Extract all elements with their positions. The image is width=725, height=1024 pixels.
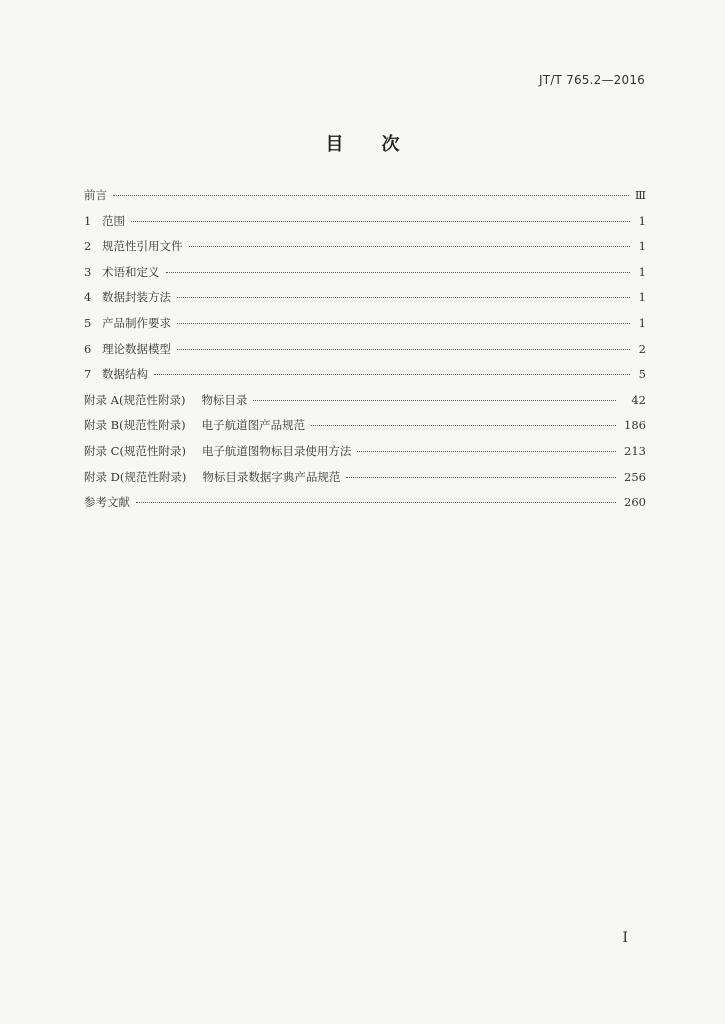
page-title [0, 130, 725, 156]
toc-entry-page: 213 [624, 443, 646, 458]
toc-entry-page: Ⅲ [634, 188, 646, 202]
toc-entry-page: 1 [638, 290, 646, 305]
appendix-label: 附录 A(规范性附录) [84, 392, 186, 407]
toc-entry-page: 42 [631, 392, 646, 407]
appendix-title: 电子航道图产品规范 [201, 418, 306, 433]
dot-leader [311, 425, 616, 426]
toc-entry-number: 4 [84, 290, 92, 305]
dot-leader [113, 195, 629, 196]
toc-entry-number: 6 [84, 341, 92, 356]
appendix-title: 物标目录 [201, 392, 248, 407]
toc-entry-data-model[interactable] [84, 341, 646, 367]
toc-entry-appendix-d[interactable] [84, 469, 646, 495]
toc-entry-number: 7 [84, 367, 92, 382]
toc-entry-appendix-a[interactable] [84, 392, 646, 418]
appendix-title: 物标目录数据字典产品规范 [202, 469, 341, 484]
dot-leader [177, 297, 630, 298]
toc-entry-normative-references[interactable] [84, 238, 646, 264]
dot-leader [131, 221, 630, 222]
toc-entry-label: 参考文献 [84, 495, 130, 510]
toc-entry-page: 186 [624, 418, 646, 433]
toc-entry-page: 260 [624, 495, 646, 510]
toc-entry-page: 1 [638, 264, 646, 279]
dot-leader [346, 477, 616, 478]
table-of-contents [84, 187, 646, 520]
toc-entry-data-structure[interactable] [84, 366, 646, 392]
dot-leader [166, 272, 631, 273]
toc-entry-page: 1 [638, 239, 646, 254]
toc-entry-appendix-b[interactable] [84, 417, 646, 443]
toc-entry-label: 范围 [102, 213, 125, 228]
toc-entry-number: 1 [84, 213, 92, 228]
toc-entry-label: 产品制作要求 [102, 315, 171, 330]
toc-entry-label: 数据结构 [102, 367, 148, 382]
appendix-label: 附录 D(规范性附录) [84, 469, 187, 484]
dot-leader [154, 374, 630, 375]
dot-leader [177, 349, 630, 350]
toc-entry-number: 2 [84, 239, 92, 254]
appendix-label: 附录 C(规范性附录) [84, 443, 186, 458]
dot-leader [189, 246, 631, 247]
toc-entry-label: 前言 [84, 188, 107, 202]
page-number: I [622, 930, 628, 946]
toc-entry-page: 256 [624, 469, 646, 484]
title-char-2: 次 [381, 134, 400, 155]
toc-entry-page: 1 [638, 213, 646, 228]
dot-leader [136, 502, 616, 503]
appendix-label: 附录 B(规范性附录) [84, 418, 186, 433]
toc-entry-page: 2 [638, 341, 646, 356]
toc-entry-number: 5 [84, 315, 92, 330]
dot-leader [253, 400, 616, 401]
toc-entry-page: 5 [638, 367, 646, 382]
title-char-1: 目 [325, 134, 344, 155]
dot-leader [357, 451, 616, 452]
toc-entry-label: 理论数据模型 [102, 341, 171, 356]
toc-entry-references[interactable] [84, 494, 646, 520]
toc-entry-page: 1 [638, 315, 646, 330]
toc-entry-scope[interactable] [84, 213, 646, 239]
toc-entry-label: 术语和定义 [102, 264, 160, 279]
toc-entry-label: 数据封装方法 [102, 290, 171, 305]
toc-entry-number: 3 [84, 264, 92, 279]
toc-entry-label: 规范性引用文件 [102, 239, 183, 254]
dot-leader [177, 323, 630, 324]
toc-entry-production[interactable] [84, 315, 646, 341]
standard-number: JT/T 765.2—2016 [539, 73, 645, 87]
toc-entry-foreword[interactable] [84, 187, 646, 213]
appendix-title: 电子航道图物标目录使用方法 [201, 443, 352, 458]
toc-entry-encapsulation[interactable] [84, 289, 646, 315]
toc-entry-terms[interactable] [84, 264, 646, 290]
toc-entry-appendix-c[interactable] [84, 443, 646, 469]
